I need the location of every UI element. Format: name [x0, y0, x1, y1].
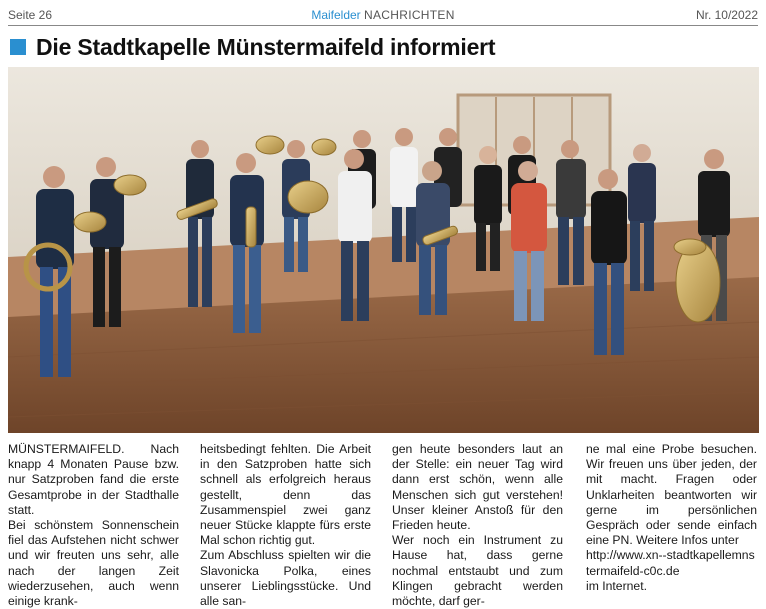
headline-square-icon — [10, 39, 26, 55]
paragraph: im Internet. — [586, 578, 647, 593]
column-4 — [586, 442, 757, 594]
article-title: Die Stadtkapelle Münstermaifeld informiert — [36, 33, 496, 60]
column-1 — [8, 442, 179, 609]
website-link[interactable]: http://www.xn--stadtkapellemnstermaifeld-c0c.de — [586, 548, 755, 578]
article-headline — [10, 33, 495, 61]
paragraph: Zum Abschluss spielten wir die Slavonicka Polka, eines unserer Lieblingsstücke. Und alle san- — [200, 548, 371, 609]
paragraph: MÜNSTERMAIFELD. Nach knapp 4 Monaten Pause bzw. nur Satzproben fand die erste Gesamtprobe in der Stadthalle statt. — [8, 442, 179, 517]
paragraph: heitsbedingt fehlten. Die Arbeit in den Satzproben hatte sich schnell als erfolgreich heraus gestellt, denn das Zusammenspiel zwei ganz neuer Stücke klappte fürs erste Mal schon richtig gut. — [200, 442, 371, 548]
publication-name — [8, 8, 758, 22]
page-header — [8, 6, 758, 24]
issue-number: Nr. 10/2022 — [695, 8, 758, 22]
paragraph: ne mal eine Probe besuchen. Wir freuen uns über jeden, der mit macht. Fragen oder Unklarheiten beantworten wir gerne im persönlichen Gespräch oder sende einfach eine PN. Weitere Infos unter — [586, 442, 757, 548]
brand-name: Maifelder — [311, 8, 361, 22]
article-body — [8, 442, 758, 609]
group-photo — [8, 67, 759, 433]
header-divider — [8, 25, 758, 26]
paragraph: Wer noch ein Instrument zu Hause hat, dass gerne nochmal entstaubt und zum Klingen gebracht werden möchte, darf ger- — [392, 533, 563, 609]
brand-subtitle: NACHRICHTEN — [364, 8, 455, 22]
column-3 — [392, 442, 563, 609]
paragraph: gen heute besonders laut an der Stelle: ein neuer Tag wird dann erst schön, wenn alle Menschen sich gut verstehen! Unser kleiner Anstoß für den Frieden heute. — [392, 442, 563, 533]
paragraph: Bei schönstem Sonnenschein fiel das Aufstehen nicht schwer und wir freuten uns sehr, alle nach der langen Zeit wiederzusehen, auch wenn einige krank- — [8, 518, 179, 609]
page-number: Seite 26 — [8, 8, 53, 22]
column-2 — [200, 442, 371, 609]
